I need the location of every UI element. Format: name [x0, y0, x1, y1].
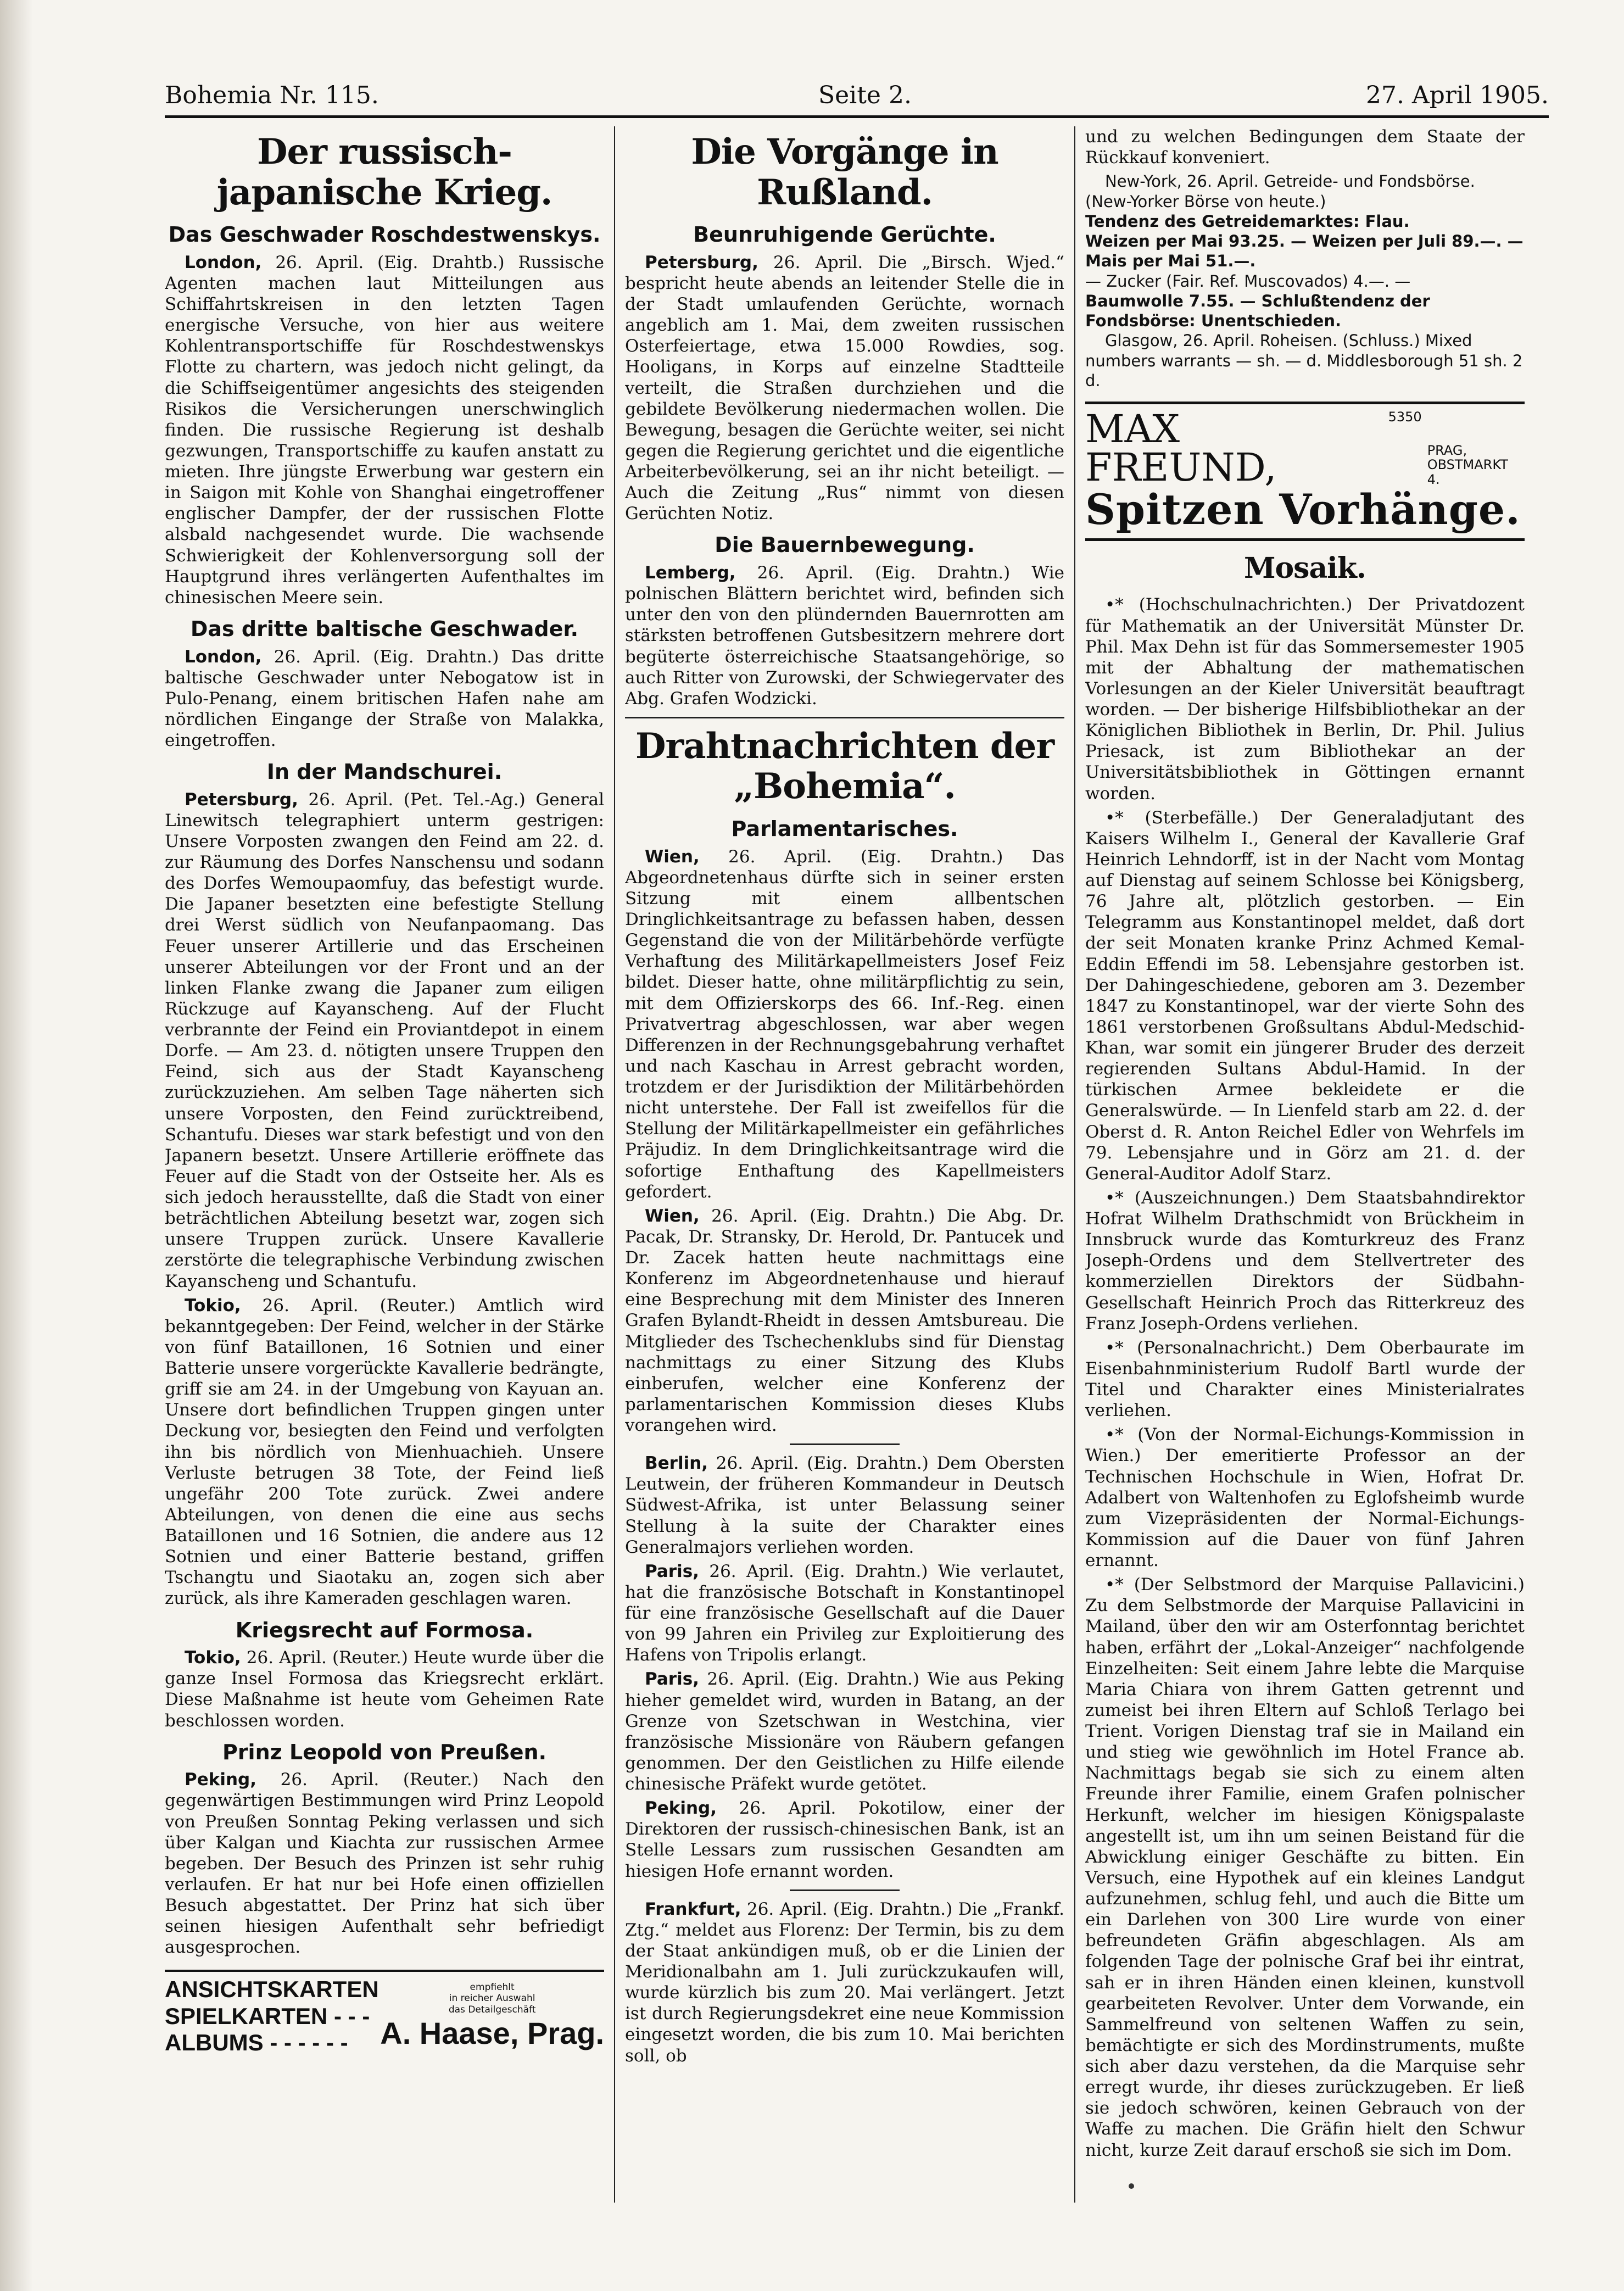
continued-paragraph: und zu welchen Bedingungen dem Staate der Rückkauf konveniert. [1085, 127, 1525, 168]
market-line: — Zucker (Fair. Ref. Muscovados) 4.—. — [1085, 271, 1411, 291]
section-heading: Die Bauernbewegung. [715, 533, 975, 558]
section-heading: Prinz Leopold von Preußen. [222, 1740, 547, 1764]
section-heading: Kriegsrecht auf Formosa. [235, 1618, 534, 1642]
advertisement-haase [165, 1970, 604, 2056]
scan-margin-shadow [0, 0, 33, 2291]
ad-company-name: A. Haase, Prag. [380, 2015, 604, 2050]
header-issue: Bohemia Nr. 115. [165, 81, 379, 109]
ad-small-text: in reicher Auswahl [449, 1993, 535, 2004]
ad-line: ALBUMS - - - - - - [165, 2030, 348, 2055]
column-rule-2 [1074, 126, 1075, 2203]
news-paragraph: Lemberg, 26. April. (Eig. Drahtn.) Wie polnischen Blättern berichtet wird, befinden sich unter den von den plündernden Bauernrotten am stärksten betroffenen Gutsbesitzern mehrere dort begüterte österreichische Staatsangehörige, so auch Ritter von Zurowski, der Schwiegervater des Abg. Grafen Wodzicki. [625, 563, 1064, 709]
article-title-russia: Die Vorgänge in Rußland. [691, 131, 998, 213]
ad-line: SPIELKARTEN - - - [165, 2003, 370, 2029]
market-report [1085, 171, 1525, 391]
column-2 [625, 126, 1064, 2070]
market-line: Weizen per Mai 93.25. — Weizen per Juli 89.—. — Mais per Mai 51.—. [1085, 232, 1523, 271]
news-paragraph: Peking, 26. April. Pokotilow, einer der Direktoren der russisch-chinesischen Bank, ist an Stelle Lessars zum russischen Gesandten am hiesigen Hofe ernannt worden. [625, 1798, 1064, 1881]
header-page-number: Seite 2. [818, 81, 912, 109]
news-paragraph: Tokio, 26. April. (Reuter.) Heute wurde über die ganze Insel Formosa das Kriegsrecht erklärt. Diese Maßnahme ist heute vom Geheimen Rate beschlossen worden. [165, 1648, 604, 1731]
ink-speck [1129, 2183, 1134, 2189]
news-paragraph: London, 26. April. (Eig. Drahtn.) Das dritte baltische Geschwader unter Nebogatow ist in Pulo-Penang, einem britischen Hafen nahe am nördlichen Eingange der Straße von Malakka, eingetroffen. [165, 646, 604, 750]
news-paragraph: •* (Der Selbstmord der Marquise Pallavicini.) Zu dem Selbstmorde der Marquise Pallavicini in Mailand, über den wir am Osterfonntag berichtet haben, erfährt der „Lokal-Anzeiger“ nachfolgende Einzelheiten: Seit einem Jahre lebte die Marquise Maria Chiara von ihrem Gatten getrennt und zumeist bei ihren Eltern auf Schloß Terlago bei Trient. Vorigen Dienstag traf sie in Mailand ein und stieg wie gewöhnlich im Hotel France ab. Nachmittags begab sie sich zu einem alten Freunde ihrer Familie, einem Grafen polnischer Herkunft, welcher im hiesigen Königspalaste angestellt ist, um ihn um seinen Beistand für die Abwicklung einiger Geschäfte zu bitten. Ein Versuch, eine Hypothek auf ein kleines Landgut aufzunehmen, schlug fehl, und auch die Bitte um ein Darlehen von 300 Lire wurde von einer befreundeten Gräfin abgeschlagen. Als am folgenden Tage der polnische Graf bei ihr eintrat, sah er in ihren Händen einen kleinen, kunstvoll gearbeiteten Revolver. Unter dem Vorwande, ein Sammelfreund von seltenen Waffen zu sein, bemächtigte er sich des Mordinstruments, mußte sich aber dazu verstehen, da die Marquise sehr erregt wurde, ihr dieses zurückzugeben. Er ließ sie jedoch schwören, keinen Gebrauch von der Waffe zu machen. Die Gräfin hielt den Schwur nicht, kurze Zeit darauf erschoß sie sich im Dom. [1085, 1575, 1525, 2160]
news-paragraph: Petersburg, 26. April. Die „Birsch. Wjed.“ bespricht heute abends an leitender Stelle die in der Stadt umlaufenden Gerüchte, wornach angeblich am 1. Mai, dem zweiten russischen Osterfeiertage, etwa 15.000 Rowdies, sog. Hooligans, in Korps auf einzelne Stadtteile verteilt, die Straßen durchziehen und die gebildete Bevölkerung niedermachen wollen. Die Bewegung, besagen die Gerüchte weiter, sei nicht gegen die Regierung gerichtet und die eigentliche Arbeiterbevölkerung, sei an ihr nicht beteiligt. — Auch die Zeitung „Rus“ nimmt von diesen Gerüchten Notiz. [625, 252, 1064, 524]
news-paragraph: •* (Hochschulnachrichten.) Der Privatdozent für Mathematik an der Universität Münster Dr. Phil. Max Dehn ist für das Sommersemester 1905 mit der Abhaltung der mathematischen Vorlesungen an der Kieler Universität beauftragt worden. — Der bisherige Hilfsbibliothekar an der Königlichen Bibliothek in Berlin, Dr. Phil. Julius Priesack, ist zum Bibliothekar an der Universitätsbibliothek in Göttingen ernannt worden. [1085, 595, 1525, 804]
divider [790, 1443, 900, 1445]
ad-small-text: empfiehlt [470, 1981, 515, 1993]
market-line: Tendenz des Getreidemarktes: Flau. [1085, 211, 1410, 231]
article-title-mosaik: Mosaik. [1243, 551, 1366, 585]
market-line: Baumwolle 7.55. — Schlußtendenz der Fondsbörse: Unentschieden. [1085, 291, 1430, 330]
ad-street: OBSTMARKT 4. [1427, 457, 1508, 487]
ad-product: Spitzen Vorhänge. [1085, 485, 1521, 534]
news-paragraph: Frankfurt, 26. April. (Eig. Drahtn.) Die „Frankf. Ztg.“ meldet aus Florenz: Der Termin, bis zu dem der Staat ankündigen muß, ob er die Linien der Meridionalbahn am 1. Juli zurückzukaufen will, wurde kürzlich bis zum 20. Mai verlängert. Jetzt ist durch Regierungsdekret eine neue Kommission eingesetzt worden, die bis zum 10. Mai berichten soll, ob [625, 1899, 1064, 2066]
news-paragraph: Paris, 26. April. (Eig. Drahtn.) Wie aus Peking hieher gemeldet wird, wurden in Batang, an der Grenze von Szetschwan in Westchina, vier französische Missionäre von Räubern gefangen genommen. Der den Geistlichen zu Hilfe eilende chinesische Präfekt wurde getötet. [625, 1669, 1064, 1794]
market-line: New-York, 26. April. Getreide- und Fondsbörse. (New-Yorker Börse von heute.) [1085, 172, 1475, 211]
section-heading: In der Mandschurei. [266, 760, 503, 784]
news-paragraph: •* (Sterbefälle.) Der Generaladjutant des Kaisers Wilhelm I., General der Kavallerie Graf Heinrich Lehndorff, ist in der Nacht vom Montag auf Dienstag auf seinem Schlosse bei Königsberg, 76 Jahre alt, plötzlich gestorben. — Ein Telegramm aus Konstantinopel meldet, daß dort der seit Monaten kranke Prinz Achmed Kemal-Eddin Effendi im 58. Lebensjahre gestorben ist. Der Dahingeschiedene, geboren am 3. Dezember 1847 zu Konstantinopel, war der vierte Sohn des 1861 verstorbenen Großsultans Abdul-Medschid-Khan, war somit ein jüngerer Bruder des derzeit regierenden Sultans Abdul-Hamid. In der türkischen Armee bekleidete er die Generalswürde. — In Lienfeld starb am 22. d. der Oberst d. R. Anton Reichel Edler von Wehrfels im 79. Lebensjahre und in Görz am 21. d. der General-Auditor Adolf Starz. [1085, 807, 1525, 1184]
ad-city: PRAG, [1427, 442, 1467, 458]
news-paragraph: Wien, 26. April. (Eig. Drahtn.) Die Abg. Dr. Pacak, Dr. Stransky, Dr. Herold, Dr. Pantucek und Dr. Zacek hatten heute nachmittags eine Konferenz im Abgeordnetenhause und hierauf eine Besprechung mit dem Minister des Inneren Grafen Bylandt-Rheidt in dessen Amtsbureau. Die Mitglieder des Tschechenklubs sind für Dienstag nachmittags zu einer Sitzung des Klubs einberufen, welcher eine Konferenz der parlamentarischen Kommission dieses Klubs vorangehen wird. [625, 1206, 1064, 1436]
news-paragraph: Petersburg, 26. April. (Pet. Tel.-Ag.) General Linewitsch telegraphiert unterm gestrigen: Unsere Vorposten zwangen den Feind am 22. d. zur Räumung des Dorfes Nanschensu und sodann des Dorfes Wemoupaomfuy, das befestigt wurde. Die Japaner besetzten eine befestigte Stellung drei Werst südlich von Neufanpaomang. Das Feuer unserer Artillerie und das Erscheinen unserer Abteilungen vor der Front und an der linken Flanke zwang die Japaner zum eiligen Rückzuge auf Kayanscheng. Auf der Flucht verbrannte der Feind ein Proviantdepot in einem Dorfe. — Am 23. d. nötigten unsere Truppen den Feind, sich aus der Stadt Kayanscheng zurückzuziehen. Am selben Tage näherten sich unsere Vorposten, den Feind zurücktreibend, Schantufu. Dieses war stark befestigt und von den Japanern besetzt. Unsere Artillerie eröffnete das Feuer auf die Stadt von der Ostseite her. Als es sich jedoch herausstellte, daß die Stadt von einer beträchtlichen Abteilung besetzt war, zogen sich unsere Truppen zurück. Unsere Kavallerie zerstörte die telegraphische Verbindung zwischen Kayanscheng und Schantufu. [165, 789, 604, 1291]
section-heading: Das dritte baltische Geschwader. [190, 616, 579, 641]
ad-company-name: MAX FREUND, [1085, 406, 1277, 490]
market-line: Glasgow, 26. April. Roheisen. (Schluss.) Mixed numbers warrants — sh. — d. Middlesborough 51 sh. 2 d. [1085, 331, 1523, 390]
header-date: 27. April 1905. [1365, 81, 1549, 109]
news-paragraph: Berlin, 26. April. (Eig. Drahtn.) Dem Obersten Leutwein, der früheren Kommandeur in Deutsch Südwest-Afrika, ist unter Belassung seiner Stellung à la suite der Charakter eines Generalmajors verliehen worden. [625, 1453, 1064, 1557]
column-1 [165, 126, 604, 2056]
news-paragraph: Wien, 26. April. (Eig. Drahtn.) Das Abgeordnetenhaus dürfte sich in seiner ersten Sitzung mit einem allbentschen Dringlichkeitsantrage zu befassen haben, dessen Gegenstand die von der Militärbehörde verfügte Verhaftung des Militärkapellmeisters Josef Feiz bildet. Dieser hatte, ohne militärpflichtig zu sein, mit dem Offizierskorps des 66. Inf.-Reg. einen Privatvertrag abgeschlossen, war aber wegen Differenzen in der Rechnungsgebahrung verhaftet und nach Kaschau in Arrest gebracht worden, trotzdem er der Jurisdiktion der Militärbehörden nicht unterstehe. Der Fall ist zweifellos für die Stellung der Militärkapellmeister ein gefährliches Präjudiz. In dem Dringlichkeitsantrage wird die sofortige Enthaftung des Kapellmeisters gefordert. [625, 846, 1064, 1202]
section-heading: Das Geschwader Roschdestwenskys. [168, 222, 601, 247]
ad-number: 5350 [1388, 409, 1422, 425]
article-title-war: Der russisch-japanische Krieg. [216, 131, 553, 213]
article-title-telegrams: Drahtnachrichten der „Bohemia“. [635, 725, 1054, 807]
newspaper-page [165, 77, 1549, 2230]
divider [625, 717, 1064, 718]
section-heading: Beunruhigende Gerüchte. [693, 222, 996, 247]
news-paragraph: Paris, 26. April. (Eig. Drahtn.) Wie verlautet, hat die französische Botschaft in Konstantinopel für eine französische Gesellschaft auf die Dauer von 99 Jahren ein Privileg zur Exploitierung des Hafens von Tripolis erlangt. [625, 1561, 1064, 1665]
news-paragraph: •* (Von der Normal-Eichungs-Kommission in Wien.) Der emeritierte Professor an der Technischen Hochschule in Wien, Hofrat Dr. Adalbert von Waltenhofen zu Eglofsheimb wurde zum Vizepräsidenten der Normal-Eichungs-Kommission auf die Dauer von fünf Jahren ernannt. [1085, 1425, 1525, 1571]
advertisement-max-freund [1085, 402, 1525, 541]
news-paragraph: Tokio, 26. April. (Reuter.) Amtlich wird bekanntgegeben: Der Feind, welcher in der Stärke von fünf Bataillonen, 16 Sotnien und einer Batterie unsere vorgerückte Kavallerie bedrängte, griff sie am 24. in der Umgebung von Kayuan an. Unsere dort befindlichen Truppen gingen unter Deckung vor, besiegten den Feind und verfolgten ihn bis nördlich von Mienhuachieh. Unsere Verluste betrugen 38 Tote, der Feind ließ ungefähr 200 Tote zurück. Zwei andere Abteilungen, von denen die eine aus sechs Bataillonen und 16 Sotnien, die andere aus 12 Sotnien und einer Batterie bestand, griffen Tschangtu und Siaotaku an, zogen sich aber zurück, als ihre Kameraden geschlagen waren. [165, 1295, 604, 1609]
page-header [165, 77, 1549, 118]
section-heading: Parlamentarisches. [731, 817, 958, 841]
ad-line: ANSICHTSKARTEN [165, 1976, 379, 2003]
news-paragraph: Peking, 26. April. (Reuter.) Nach den gegenwärtigen Bestimmungen wird Prinz Leopold von Preußen Sonntag Peking verlassen und sich über Kalgan und Kiachta zur russischen Armee begeben. Der Besuch des Prinzen ist sehr ruhig verlaufen. Er hat nur bei Hofe einen offiziellen Besuch abgestattet. Der Prinz hat sich über seinen hiesigen Aufenthalt sehr befriedigt ausgesprochen. [165, 1770, 604, 1958]
column-rule-1 [614, 126, 615, 2203]
divider [790, 1889, 900, 1891]
news-paragraph: London, 26. April. (Eig. Drahtb.) Russische Agenten machen laut Mitteilungen aus Schiffahrtskreisen in den letzten Tagen energische Versuche, von hier aus weitere Kohlentransportschiffe für Roschdestwenskys Flotte zu chartern, was jedoch nicht gelingt, da die Schiffseigentümer angesichts des steigenden Risikos die Versicherungen unerschwinglich finden. Die russische Regierung ist deshalb gezwungen, Transportschiffe zu kaufen anstatt zu mieten. Ihre jüngste Erwerbung war gestern ein in Saigon mit Kohle von Shanghai eingetroffener englischer Dampfer, der der russischen Flotte alsbald nachgesendet wurde. Die wachsende Schwierigkeit der Kohlenversorgung soll der Hauptgrund ihres verlängerten Aufenthaltes im chinesischen Meere sein. [165, 252, 604, 607]
column-3 [1085, 126, 1525, 2164]
ad-small-text: das Detailgeschäft [448, 2004, 536, 2015]
news-paragraph: •* (Auszeichnungen.) Dem Staatsbahndirektor Hofrat Wilhelm Drathschmidt von Brückheim in Innsbruck wurde das Komturkreuz des Franz Joseph-Ordens und dem Stellvertreter des kommerziellen Direktors der Südbahn-Gesellschaft Heinrich Proch das Ritterkreuz des Franz Joseph-Ordens verliehen. [1085, 1188, 1525, 1334]
news-paragraph: •* (Personalnachricht.) Dem Oberbaurate im Eisenbahnministerium Rudolf Bartl wurde der Titel und Charakter eines Ministerialrates verliehen. [1085, 1337, 1525, 1421]
